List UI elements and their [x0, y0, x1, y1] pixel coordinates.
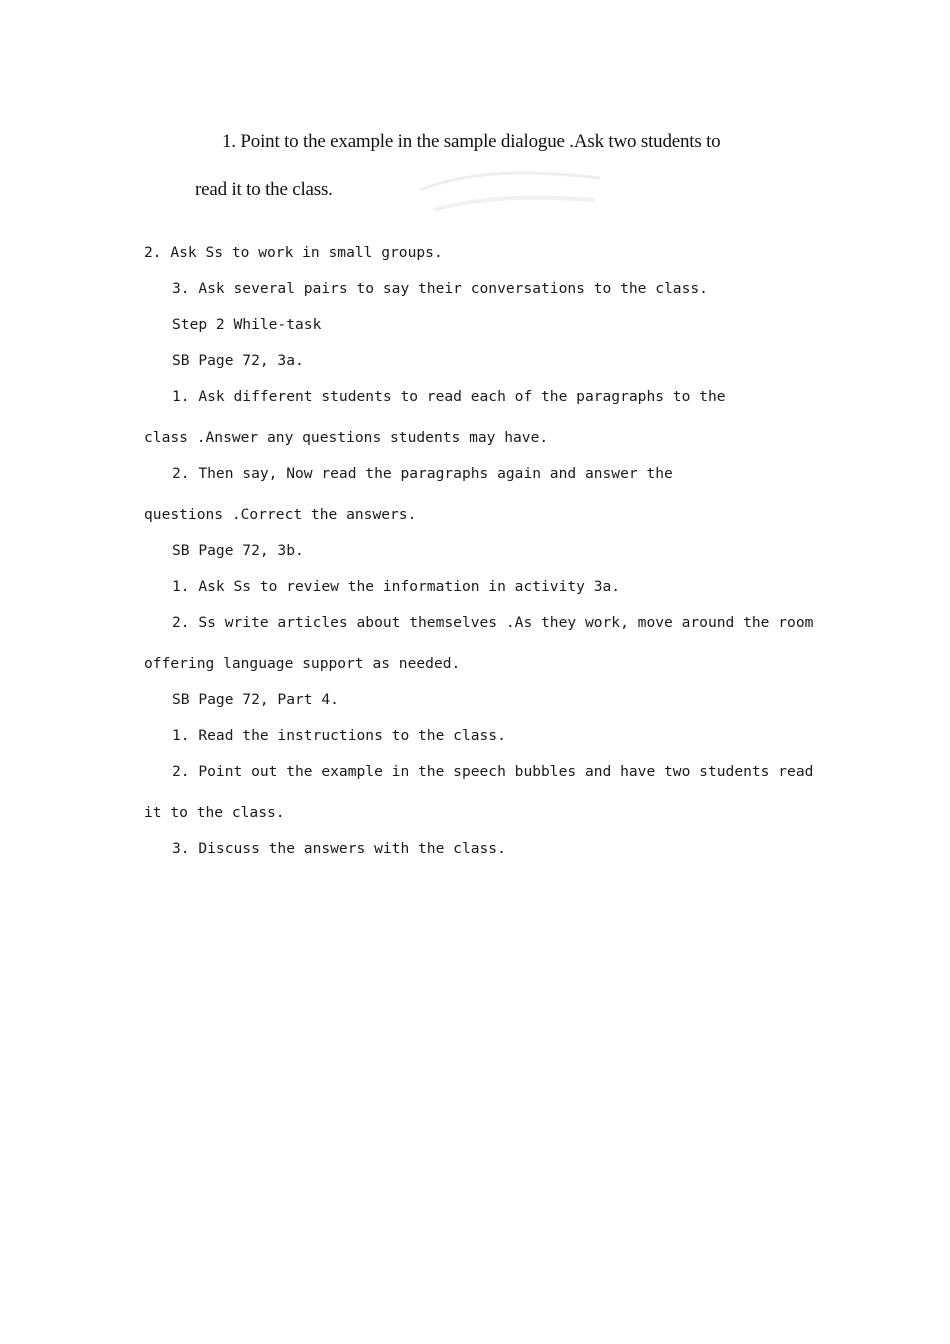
body-line: 1. Ask Ss to review the information in activity 3a.: [172, 578, 621, 595]
body-line: class .Answer any questions students may have.: [144, 429, 549, 446]
body-line: 3. Ask several pairs to say their conversations to the class.: [172, 280, 708, 297]
body-line: 3. Discuss the answers with the class.: [172, 840, 506, 857]
section-label: SB Page 72, Part 4.: [172, 691, 339, 708]
faint-watermark-mark: [410, 160, 610, 215]
body-line: questions .Correct the answers.: [144, 506, 417, 523]
body-line: 2. Ask Ss to work in small groups.: [144, 244, 443, 261]
step-heading: Step 2 While-task: [172, 316, 322, 333]
heading-line-1: 1. Point to the example in the sample dialogue .Ask two students to: [222, 131, 721, 152]
body-line: 2. Point out the example in the speech bubbles and have two students read: [172, 763, 814, 780]
body-line: 2. Then say, Now read the paragraphs again and answer the: [172, 465, 673, 482]
section-label: SB Page 72, 3a.: [172, 352, 304, 369]
body-line: offering language support as needed.: [144, 655, 461, 672]
body-line: it to the class.: [144, 804, 285, 821]
body-line: 1. Ask different students to read each of the paragraphs to the: [172, 388, 726, 405]
section-label: SB Page 72, 3b.: [172, 542, 304, 559]
body-line: 2. Ss write articles about themselves .As they work, move around the room: [172, 614, 814, 631]
body-line: 1. Read the instructions to the class.: [172, 727, 506, 744]
heading-line-2: read it to the class.: [195, 179, 333, 200]
